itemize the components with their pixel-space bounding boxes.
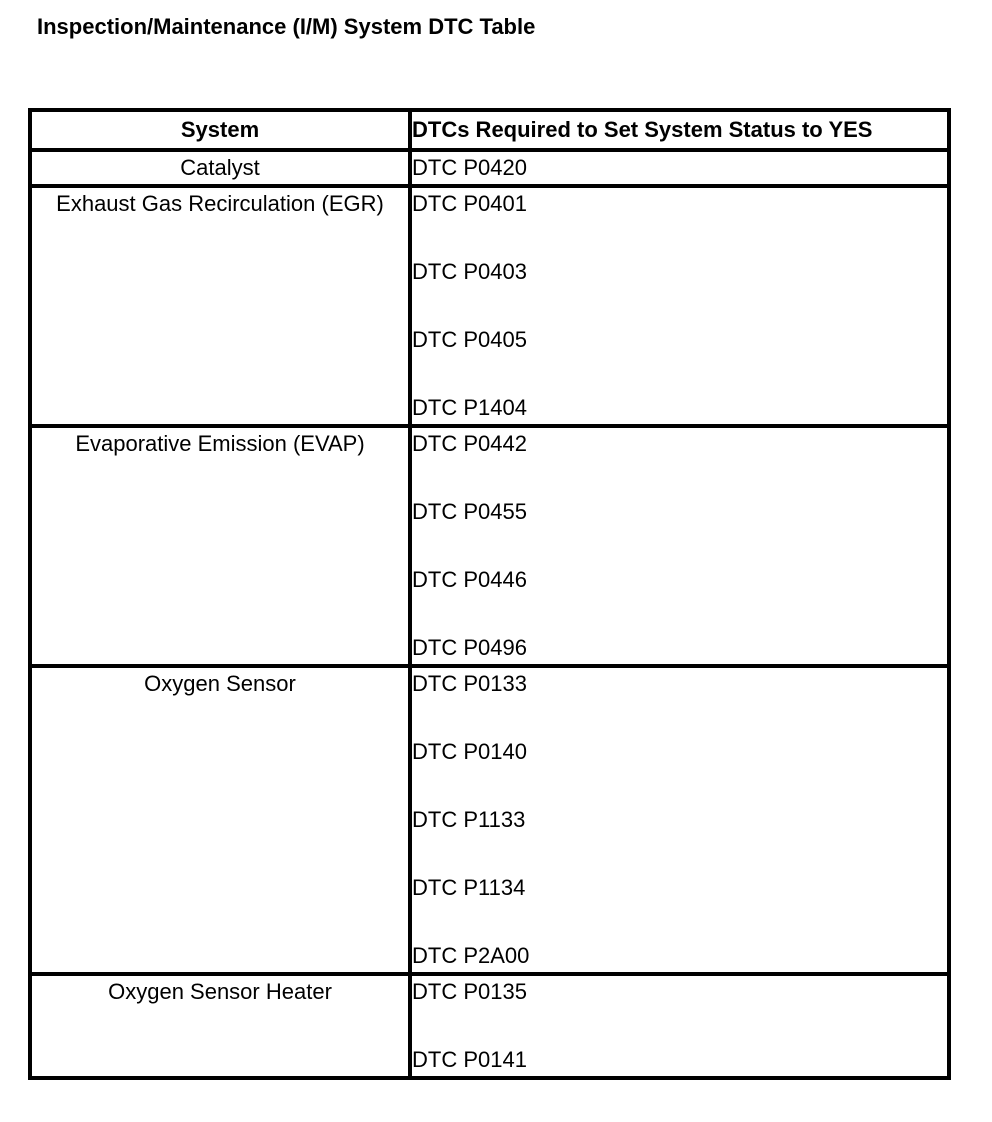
dtc-code: DTC P0442 [412,431,527,456]
dtc-spacer [412,288,947,324]
dtc-code: DTC P0446 [412,567,527,592]
dtc-list-cell [410,666,949,974]
dtc-code: DTC P0496 [412,635,527,660]
dtc-spacer [412,528,947,564]
table-row [30,186,949,426]
dtc-spacer [412,768,947,804]
dtc-spacer [412,596,947,632]
dtc-code: DTC P0403 [412,259,527,284]
dtc-code: DTC P0405 [412,327,527,352]
dtc-spacer [412,700,947,736]
dtc-spacer [412,836,947,872]
system-cell: Exhaust Gas Recirculation (EGR) [30,186,410,426]
dtc-spacer [412,220,947,256]
column-header-dtcs: DTCs Required to Set System Status to YES [410,110,949,150]
dtc-code: DTC P0401 [412,191,527,216]
dtc-code: DTC P1134 [412,875,526,900]
table-row [30,426,949,666]
system-cell: Oxygen Sensor Heater [30,974,410,1078]
dtc-spacer [412,904,947,940]
table-row [30,150,949,186]
dtc-code: DTC P0420 [412,155,527,180]
dtc-code: DTC P0135 [412,979,527,1004]
system-cell: Evaporative Emission (EVAP) [30,426,410,666]
table-row [30,666,949,974]
dtc-code: DTC P0133 [412,671,527,696]
dtc-code: DTC P0140 [412,739,527,764]
dtc-code: DTC P0141 [412,1047,527,1072]
dtc-list-cell [410,974,949,1078]
dtc-table [28,108,951,1080]
column-header-system: System [30,110,410,150]
dtc-spacer [412,356,947,392]
dtc-list-cell [410,186,949,426]
table-header-row [30,110,949,150]
dtc-code: DTC P1404 [412,395,527,420]
table-row [30,974,949,1078]
page-title: Inspection/Maintenance (I/M) System DTC Table [37,14,536,39]
dtc-code: DTC P1133 [412,807,526,832]
system-cell: Oxygen Sensor [30,666,410,974]
dtc-code: DTC P0455 [412,499,527,524]
table-body [30,150,949,1078]
system-cell: Catalyst [30,150,410,186]
dtc-code: DTC P2A00 [412,943,530,968]
dtc-list-cell [410,426,949,666]
dtc-list-cell [410,150,949,186]
dtc-spacer [412,460,947,496]
dtc-spacer [412,1008,947,1044]
